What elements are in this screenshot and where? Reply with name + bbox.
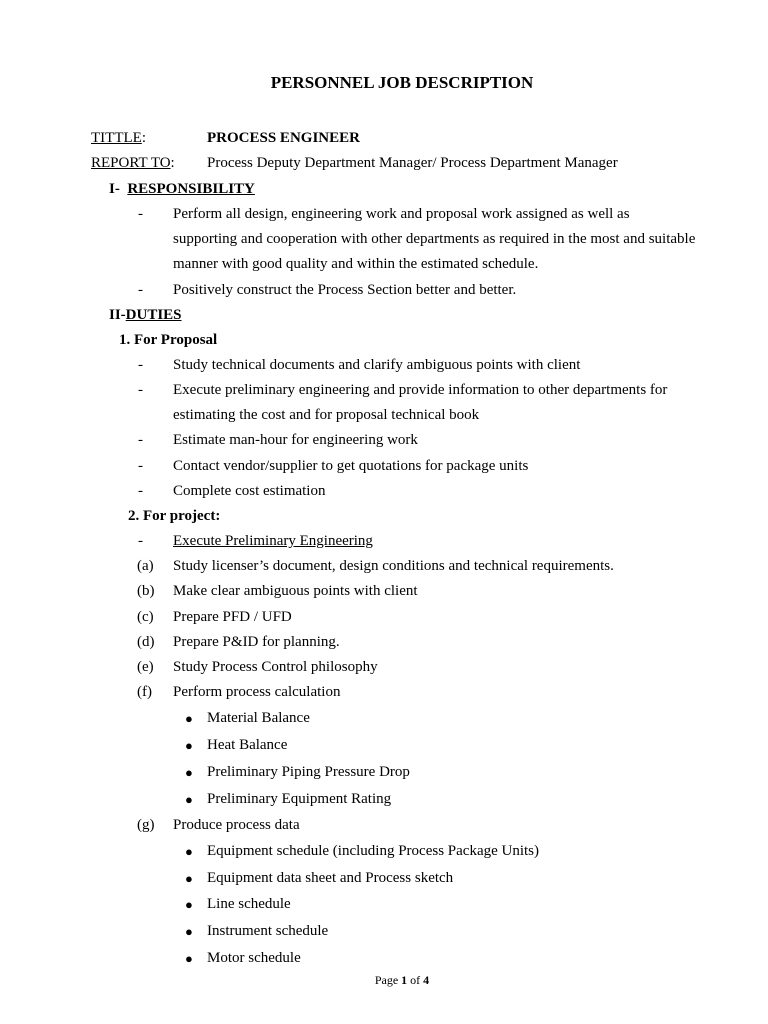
bullet-item: Motor schedule	[207, 950, 301, 966]
item-text: Prepare P&ID for planning.	[173, 634, 340, 650]
tittle-label-group	[91, 129, 146, 147]
item-text: Perform process calculation	[173, 684, 341, 700]
section-2-number: II-	[109, 307, 126, 323]
section-2-title: DUTIES	[125, 307, 182, 323]
item-text: Study licenser’s document, design conditions and technical requirements.	[173, 558, 614, 574]
bullet-icon: ●	[185, 897, 193, 912]
dash-marker: -	[138, 483, 143, 499]
proposal-line: Execute preliminary engineering and provide information to other departments for	[173, 382, 668, 398]
section-1-title: RESPONSIBILITY	[127, 181, 255, 197]
dash-marker: -	[138, 533, 143, 549]
item-text: Study Process Control philosophy	[173, 659, 378, 675]
document-title: PERSONNEL JOB DESCRIPTION	[270, 73, 534, 92]
subsection-project-title: 2. For project:	[128, 508, 221, 524]
bullet-icon: ●	[185, 951, 193, 966]
proposal-line: Estimate man-hour for engineering work	[173, 432, 418, 448]
bullet-icon: ●	[185, 738, 193, 753]
item-letter: (b)	[137, 583, 155, 599]
bullet-icon: ●	[185, 765, 193, 780]
section-1-heading	[109, 180, 255, 198]
subsection-proposal-title: 1. For Proposal	[119, 332, 218, 348]
bullet-icon: ●	[185, 924, 193, 939]
report-colon: :	[170, 155, 175, 171]
dash-marker: -	[138, 357, 143, 373]
proposal-line: Complete cost estimation	[173, 483, 326, 499]
responsibility-line: Perform all design, engineering work and proposal work assigned as well as	[173, 206, 630, 222]
dash-marker: -	[138, 458, 143, 474]
proposal-line: estimating the cost and for proposal technical book	[173, 407, 480, 423]
bullet-item: Equipment schedule (including Process Package Units)	[207, 843, 540, 859]
item-text: Prepare PFD / UFD	[173, 609, 292, 625]
item-text: Make clear ambiguous points with client	[173, 583, 418, 599]
bullet-item: Line schedule	[207, 896, 291, 912]
item-letter: (a)	[137, 558, 154, 574]
bullet-icon: ●	[185, 844, 193, 859]
tittle-label: TITTLE	[91, 130, 142, 146]
item-text: Produce process data	[173, 817, 300, 833]
dash-marker: -	[138, 282, 143, 298]
section-1-number: I-	[109, 181, 120, 197]
item-letter: (e)	[137, 659, 154, 675]
item-letter: (f)	[137, 684, 152, 700]
responsibility-line: supporting and cooperation with other departments as required in the most and suitable	[173, 231, 696, 247]
item-letter: (d)	[137, 634, 155, 650]
footer-page-label: Page	[374, 973, 399, 987]
footer-page-number: 1	[401, 973, 408, 987]
proposal-line: Contact vendor/supplier to get quotations for package units	[173, 458, 529, 474]
bullet-item: Preliminary Equipment Rating	[207, 791, 392, 807]
bullet-item: Heat Balance	[207, 737, 288, 753]
bullet-item: Preliminary Piping Pressure Drop	[207, 764, 410, 780]
item-letter: (c)	[137, 609, 154, 625]
bullet-icon: ●	[185, 792, 193, 807]
proposal-line: Study technical documents and clarify ambiguous points with client	[173, 357, 581, 373]
page-footer	[0, 971, 768, 989]
report-value: Process Deputy Department Manager/ Process Department Manager	[207, 155, 618, 171]
bullet-icon: ●	[185, 871, 193, 886]
tittle-colon: :	[141, 130, 146, 146]
project-heading: Execute Preliminary Engineering	[173, 533, 373, 549]
report-label-group	[91, 154, 175, 172]
footer-of-label: of	[410, 973, 421, 987]
dash-marker: -	[138, 206, 143, 222]
dash-marker: -	[138, 382, 143, 398]
section-2-heading	[109, 306, 182, 324]
item-letter: (g)	[137, 817, 155, 833]
footer-page-total: 4	[423, 973, 430, 987]
bullet-item: Instrument schedule	[207, 923, 329, 939]
responsibility-line: manner with good quality and within the estimated schedule.	[173, 256, 539, 272]
bullet-item: Equipment data sheet and Process sketch	[207, 870, 454, 886]
responsibility-line: Positively construct the Process Section better and better.	[173, 282, 517, 298]
report-label: REPORT TO	[91, 155, 171, 171]
dash-marker: -	[138, 432, 143, 448]
bullet-item: Material Balance	[207, 710, 310, 726]
bullet-icon: ●	[185, 711, 193, 726]
tittle-value: PROCESS ENGINEER	[207, 130, 360, 146]
